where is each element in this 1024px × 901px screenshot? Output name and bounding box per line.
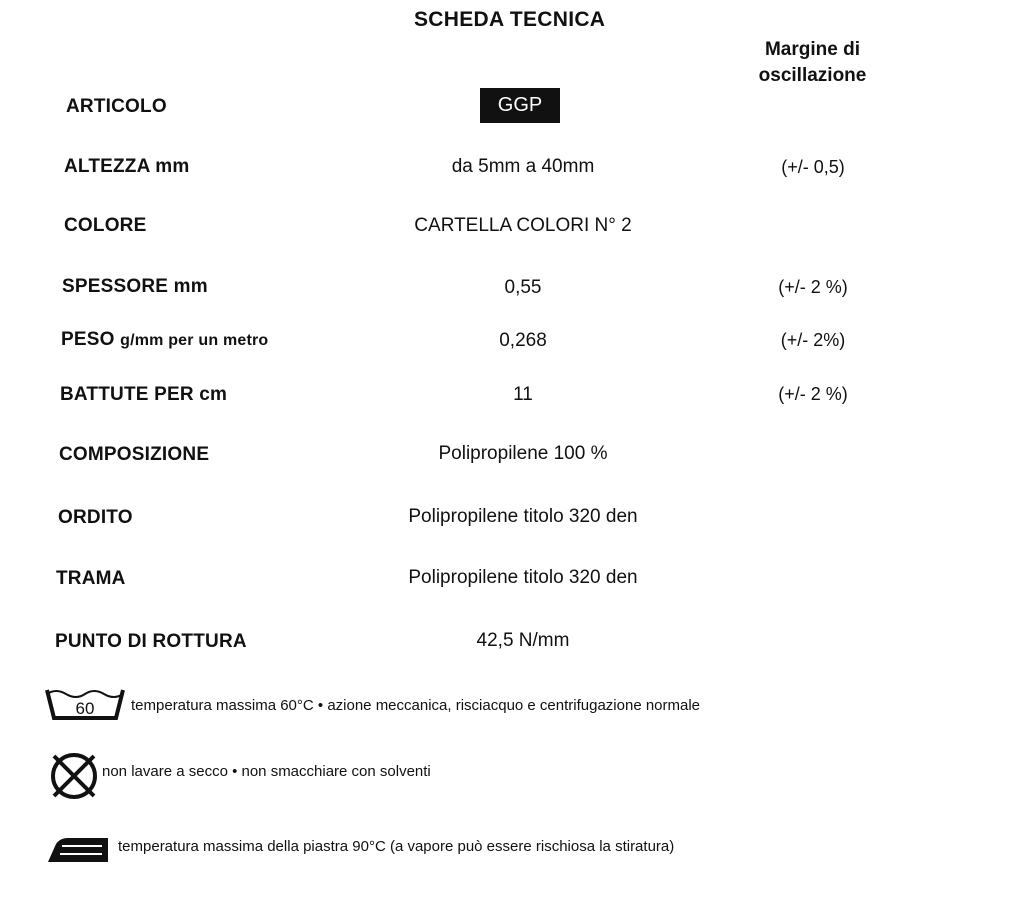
- row-label-colore: COLORE: [64, 215, 147, 236]
- wash-60-icon: [44, 686, 126, 722]
- wash-60-icon-text: 60: [75, 699, 95, 718]
- row-label-punto-rottura: PUNTO DI ROTTURA: [55, 631, 247, 652]
- row-tolerance-peso: (+/- 2%): [780, 330, 846, 350]
- no-dry-clean-icon: [48, 750, 100, 802]
- row-label-peso: [61, 329, 268, 351]
- row-label-ordito: ORDITO: [58, 507, 133, 528]
- row-tolerance-altezza: (+/- 0,5): [781, 157, 845, 177]
- article-code-badge: GGP: [480, 88, 560, 123]
- article-label: ARTICOLO: [66, 96, 167, 117]
- row-value-peso: 0,268: [499, 330, 547, 351]
- row-label-trama: TRAMA: [56, 568, 126, 589]
- row-label-spessore: SPESSORE mm: [62, 276, 208, 297]
- row-value-punto-rottura: 42,5 N/mm: [476, 630, 570, 651]
- row-value-composizione: Polipropilene 100 %: [438, 443, 608, 464]
- iron-icon: [46, 834, 112, 864]
- row-value-spessore: 0,55: [504, 277, 542, 298]
- row-value-battute: 11: [513, 384, 533, 405]
- row-label-altezza: ALTEZZA mm: [64, 156, 190, 177]
- row-value-trama: Polipropilene titolo 320 den: [408, 567, 638, 588]
- row-label-battute: BATTUTE PER cm: [60, 384, 228, 405]
- care-text-dry-clean: non lavare a secco • non smacchiare con solventi: [102, 763, 431, 780]
- row-tolerance-battute: (+/- 2 %): [778, 384, 848, 404]
- row-label-peso-main: PESO: [61, 329, 115, 350]
- row-value-altezza: da 5mm a 40mm: [451, 156, 595, 177]
- page-title: SCHEDA TECNICA: [414, 8, 606, 31]
- care-text-wash: temperatura massima 60°C • azione meccanica, risciacquo e centrifugazione normale: [131, 697, 701, 714]
- tolerance-column-header: Margine di oscillazione: [758, 39, 867, 86]
- row-label-composizione: COMPOSIZIONE: [59, 444, 210, 465]
- row-tolerance-spessore: (+/- 2 %): [778, 277, 848, 297]
- row-label-peso-unit: g/mm per un metro: [120, 332, 269, 349]
- row-value-ordito: Polipropilene titolo 320 den: [408, 506, 638, 527]
- row-value-colore: CARTELLA COLORI N° 2: [414, 215, 632, 236]
- care-text-iron: temperatura massima della piastra 90°C (a vapore può essere rischiosa la stiratura): [118, 838, 675, 855]
